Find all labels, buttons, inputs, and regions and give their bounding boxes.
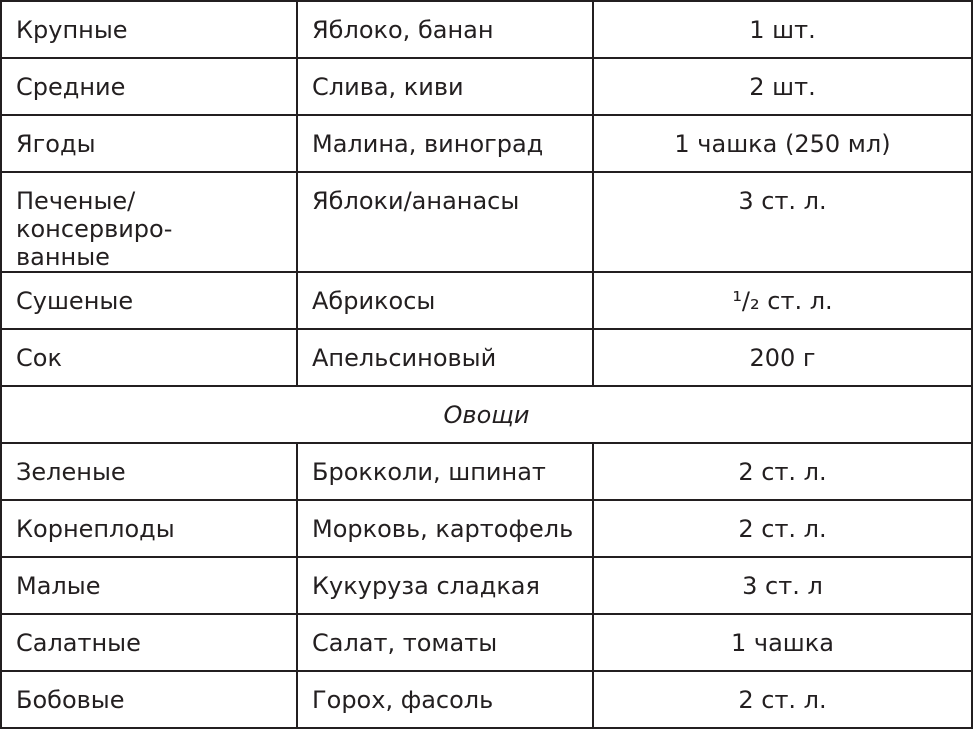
portion-cell: 2 ст. л. (593, 443, 972, 500)
portion-cell: 2 шт. (593, 58, 972, 115)
examples-cell: Морковь, картофель (297, 500, 593, 557)
table-row (1, 671, 972, 728)
table-row (1, 58, 972, 115)
section-title: Овощи (1, 386, 972, 443)
table-row (1, 557, 972, 614)
category-cell: Печеные/консервиро- ванные (1, 172, 297, 272)
portion-cell: 2 ст. л. (593, 500, 972, 557)
category-cell: Ягоды (1, 115, 297, 172)
table-row (1, 272, 972, 329)
category-cell: Бобовые (1, 671, 297, 728)
table-row (1, 115, 972, 172)
portion-cell: 3 ст. л. (593, 172, 972, 272)
category-cell: Средние (1, 58, 297, 115)
table-row (1, 614, 972, 671)
category-cell: Крупные (1, 1, 297, 58)
category-cell: Зеленые (1, 443, 297, 500)
examples-cell: Яблоки/ананасы (297, 172, 593, 272)
portion-cell: 200 г (593, 329, 972, 386)
table-row (1, 329, 972, 386)
portion-cell: 1 чашка (593, 614, 972, 671)
examples-cell: Брокколи, шпинат (297, 443, 593, 500)
examples-cell: Слива, киви (297, 58, 593, 115)
portion-cell: 3 ст. л (593, 557, 972, 614)
portion-cell: 1 чашка (250 мл) (593, 115, 972, 172)
table-row (1, 1, 972, 58)
section-header-row (1, 386, 972, 443)
table-row (1, 500, 972, 557)
examples-cell: Яблоко, банан (297, 1, 593, 58)
table-row (1, 172, 972, 272)
category-cell: Сушеные (1, 272, 297, 329)
examples-cell: Салат, томаты (297, 614, 593, 671)
examples-cell: Малина, виноград (297, 115, 593, 172)
category-cell: Салатные (1, 614, 297, 671)
examples-cell: Горох, фасоль (297, 671, 593, 728)
portion-cell: 1 шт. (593, 1, 972, 58)
examples-cell: Апельсиновый (297, 329, 593, 386)
portion-cell: ¹/₂ ст. л. (593, 272, 972, 329)
portion-cell: 2 ст. л. (593, 671, 972, 728)
category-cell: Сок (1, 329, 297, 386)
category-cell: Малые (1, 557, 297, 614)
examples-cell: Кукуруза сладкая (297, 557, 593, 614)
category-cell: Корнеплоды (1, 500, 297, 557)
table-row (1, 443, 972, 500)
examples-cell: Абрикосы (297, 272, 593, 329)
